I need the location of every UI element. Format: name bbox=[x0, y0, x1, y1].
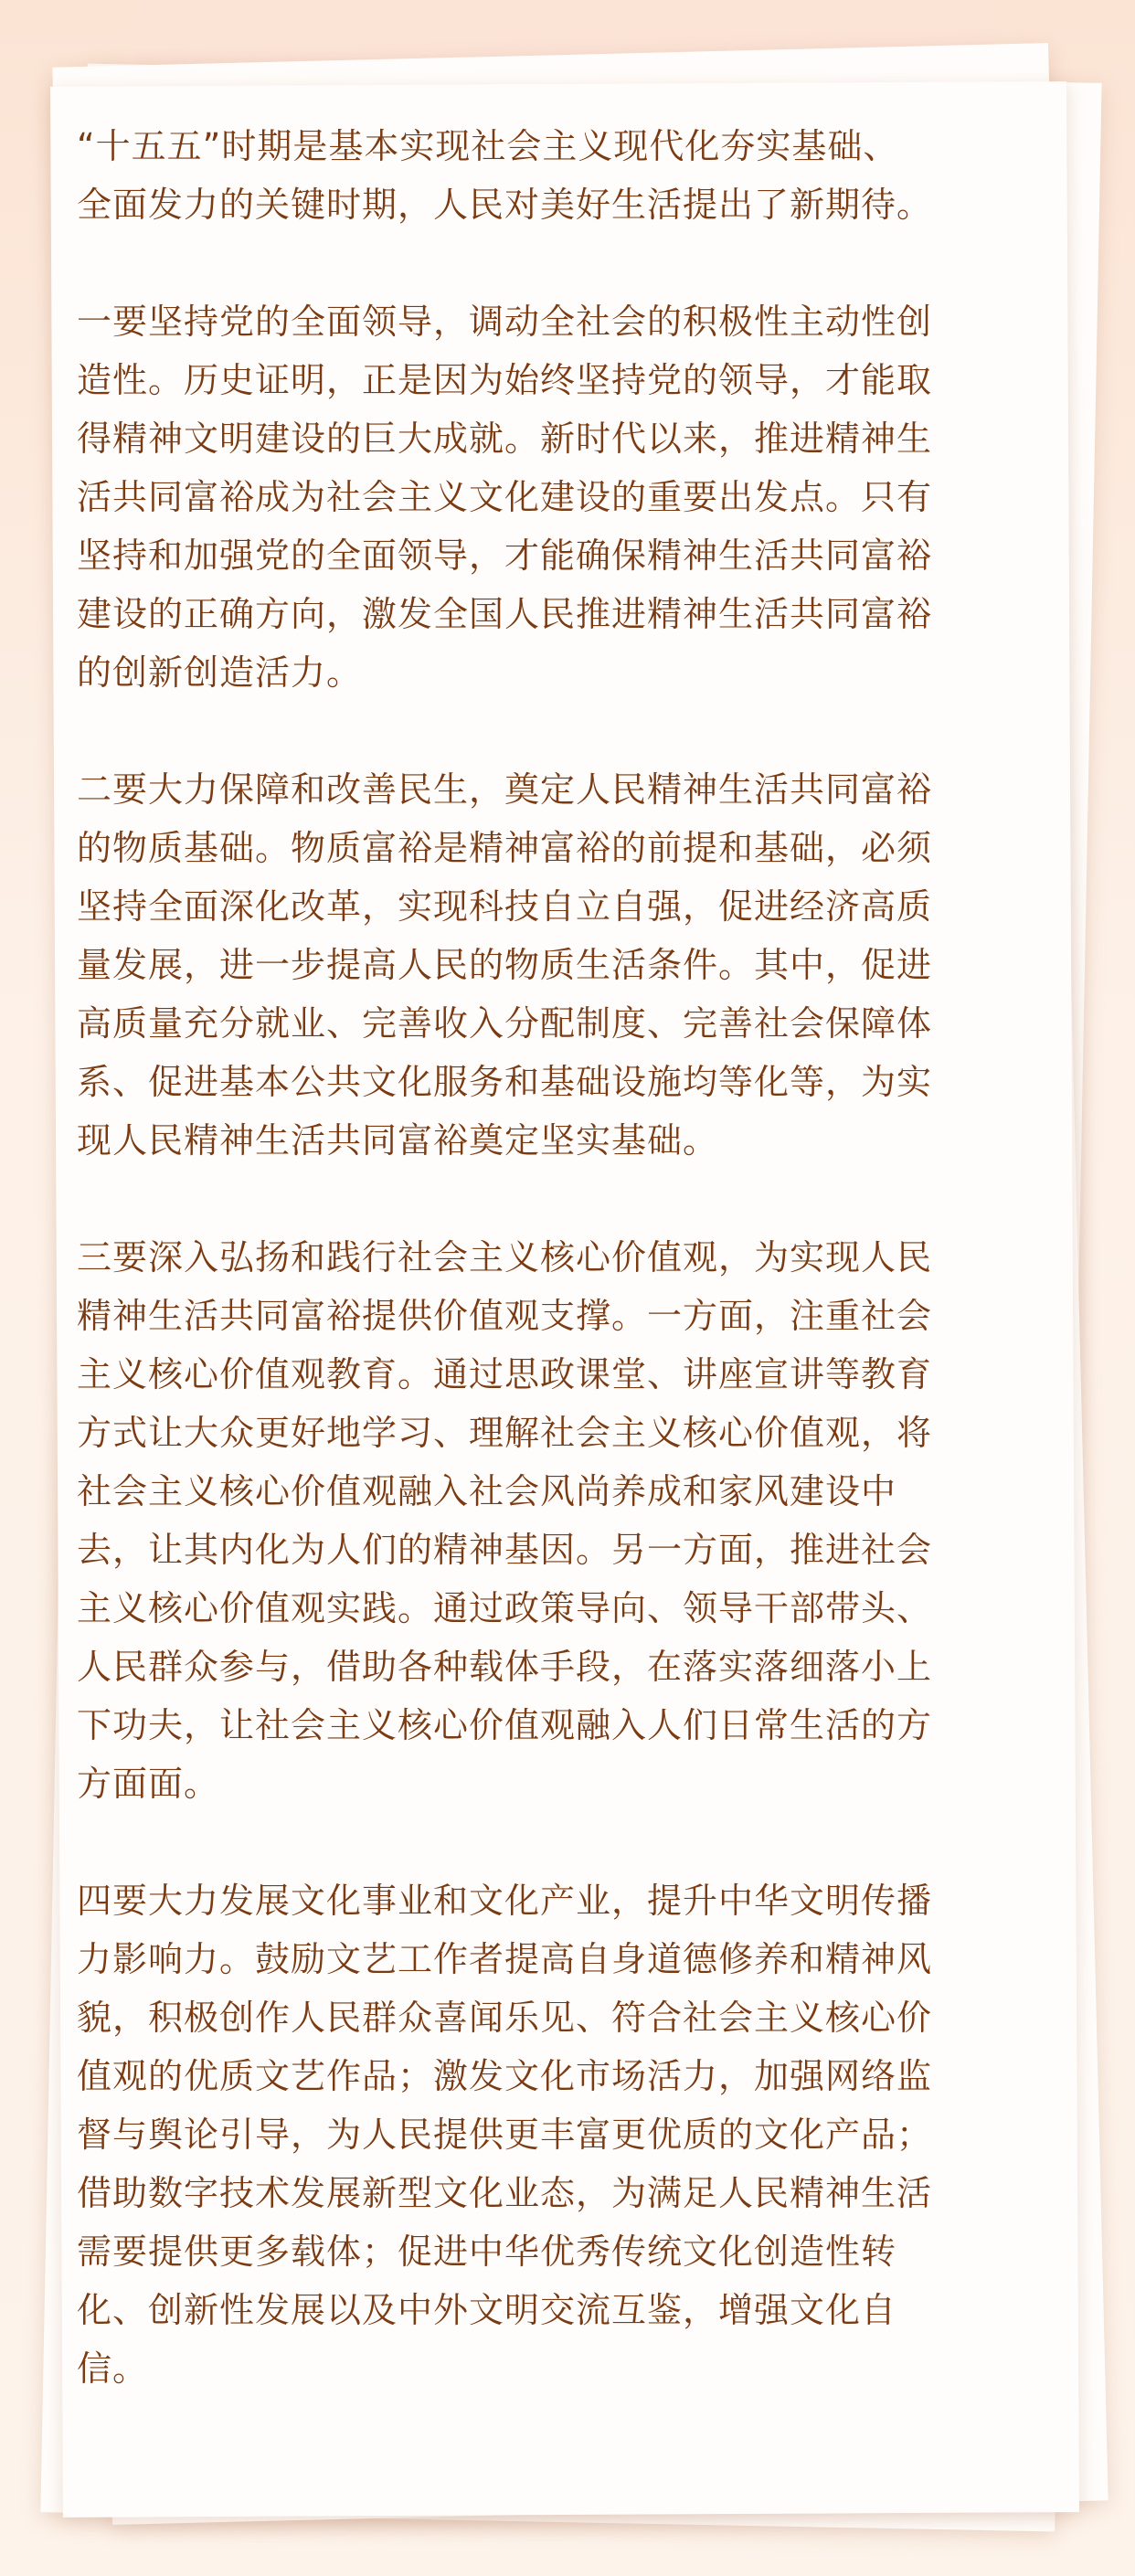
text-line: 系、促进基本公共文化服务和基础设施均等化等，为实 bbox=[77, 1062, 933, 1102]
text-line: 主义核心价值观教育。通过思政课堂、讲座宣讲等教育 bbox=[77, 1354, 933, 1394]
text-line: 社会主义核心价值观融入社会风尚养成和家风建设中 bbox=[77, 1471, 897, 1511]
paragraph-point-1 bbox=[77, 292, 1051, 702]
text-line: 化、创新性发展以及中外文明交流互鉴，增强文化自 bbox=[77, 2290, 897, 2330]
text-line: 活共同富裕成为社会主义文化建设的重要出发点。只有 bbox=[77, 477, 933, 517]
text-line: 二要大力保障和改善民生，奠定人民精神生活共同富裕 bbox=[77, 769, 933, 810]
text-line: 精神生活共同富裕提供价值观支撑。一方面，注重社会 bbox=[77, 1296, 933, 1336]
text-line: 貌，积极创作人民群众喜闻乐见、符合社会主义核心价 bbox=[77, 1998, 933, 2038]
text-line: 下功夫，让社会主义核心价值观融入人们日常生活的方 bbox=[77, 1705, 933, 1745]
text-line: 三要深入弘扬和践行社会主义核心价值观，为实现人民 bbox=[77, 1237, 933, 1277]
text-line: 一要坚持党的全面领导，调动全社会的积极性主动性创 bbox=[77, 302, 933, 342]
paragraph-intro bbox=[77, 117, 1051, 234]
text-line: 借助数字技术发展新型文化业态，为满足人民精神生活 bbox=[77, 2173, 933, 2213]
text-line: 力影响力。鼓励文艺工作者提高自身道德修养和精神风 bbox=[77, 1939, 933, 1979]
text-line: 建设的正确方向，激发全国人民推进精神生活共同富裕 bbox=[77, 594, 933, 634]
text-line: 坚持全面深化改革，实现科技自立自强，促进经济高质 bbox=[77, 886, 933, 927]
text-line: 信。 bbox=[77, 2348, 149, 2389]
text-line: 现人民精神生活共同富裕奠定坚实基础。 bbox=[77, 1120, 719, 1161]
text-line: 人民群众参与，借助各种载体手段，在落实落细落小上 bbox=[77, 1647, 933, 1687]
text-line: “十五五”时期是基本实现社会主义现代化夯实基础、 bbox=[77, 126, 899, 166]
text-line: 方式让大众更好地学习、理解社会主义核心价值观，将 bbox=[77, 1413, 933, 1453]
text-line: 量发展，进一步提高人民的物质生活条件。其中，促进 bbox=[77, 945, 933, 985]
paragraph-point-2 bbox=[77, 760, 1051, 1170]
text-line: 值观的优质文艺作品；激发文化市场活力，加强网络监 bbox=[77, 2056, 933, 2096]
text-line: 得精神文明建设的巨大成就。新时代以来，推进精神生 bbox=[77, 419, 933, 459]
paragraph-point-4 bbox=[77, 1871, 1051, 2398]
text-line: 去，让其内化为人们的精神基因。另一方面，推进社会 bbox=[77, 1530, 933, 1570]
text-line: 高质量充分就业、完善收入分配制度、完善社会保障体 bbox=[77, 1003, 933, 1044]
text-line: 坚持和加强党的全面领导，才能确保精神生活共同富裕 bbox=[77, 535, 933, 576]
text-line: 四要大力发展文化事业和文化产业，提升中华文明传播 bbox=[77, 1881, 933, 1921]
text-line: 造性。历史证明，正是因为始终坚持党的领导，才能取 bbox=[77, 360, 933, 400]
text-line: 方面面。 bbox=[77, 1764, 220, 1804]
paragraph-point-3 bbox=[77, 1228, 1051, 1813]
text-line: 的物质基础。物质富裕是精神富裕的前提和基础，必须 bbox=[77, 828, 933, 868]
text-line: 督与舆论引导，为人民提供更丰富更优质的文化产品； bbox=[77, 2115, 933, 2155]
text-line: 全面发力的关键时期，人民对美好生活提出了新期待。 bbox=[77, 185, 933, 225]
article-body bbox=[77, 117, 1051, 2456]
text-line: 主义核心价值观实践。通过政策导向、领导干部带头、 bbox=[77, 1588, 933, 1628]
text-line: 的创新创造活力。 bbox=[77, 652, 363, 693]
text-line: 需要提供更多载体；促进中华优秀传统文化创造性转 bbox=[77, 2231, 897, 2272]
